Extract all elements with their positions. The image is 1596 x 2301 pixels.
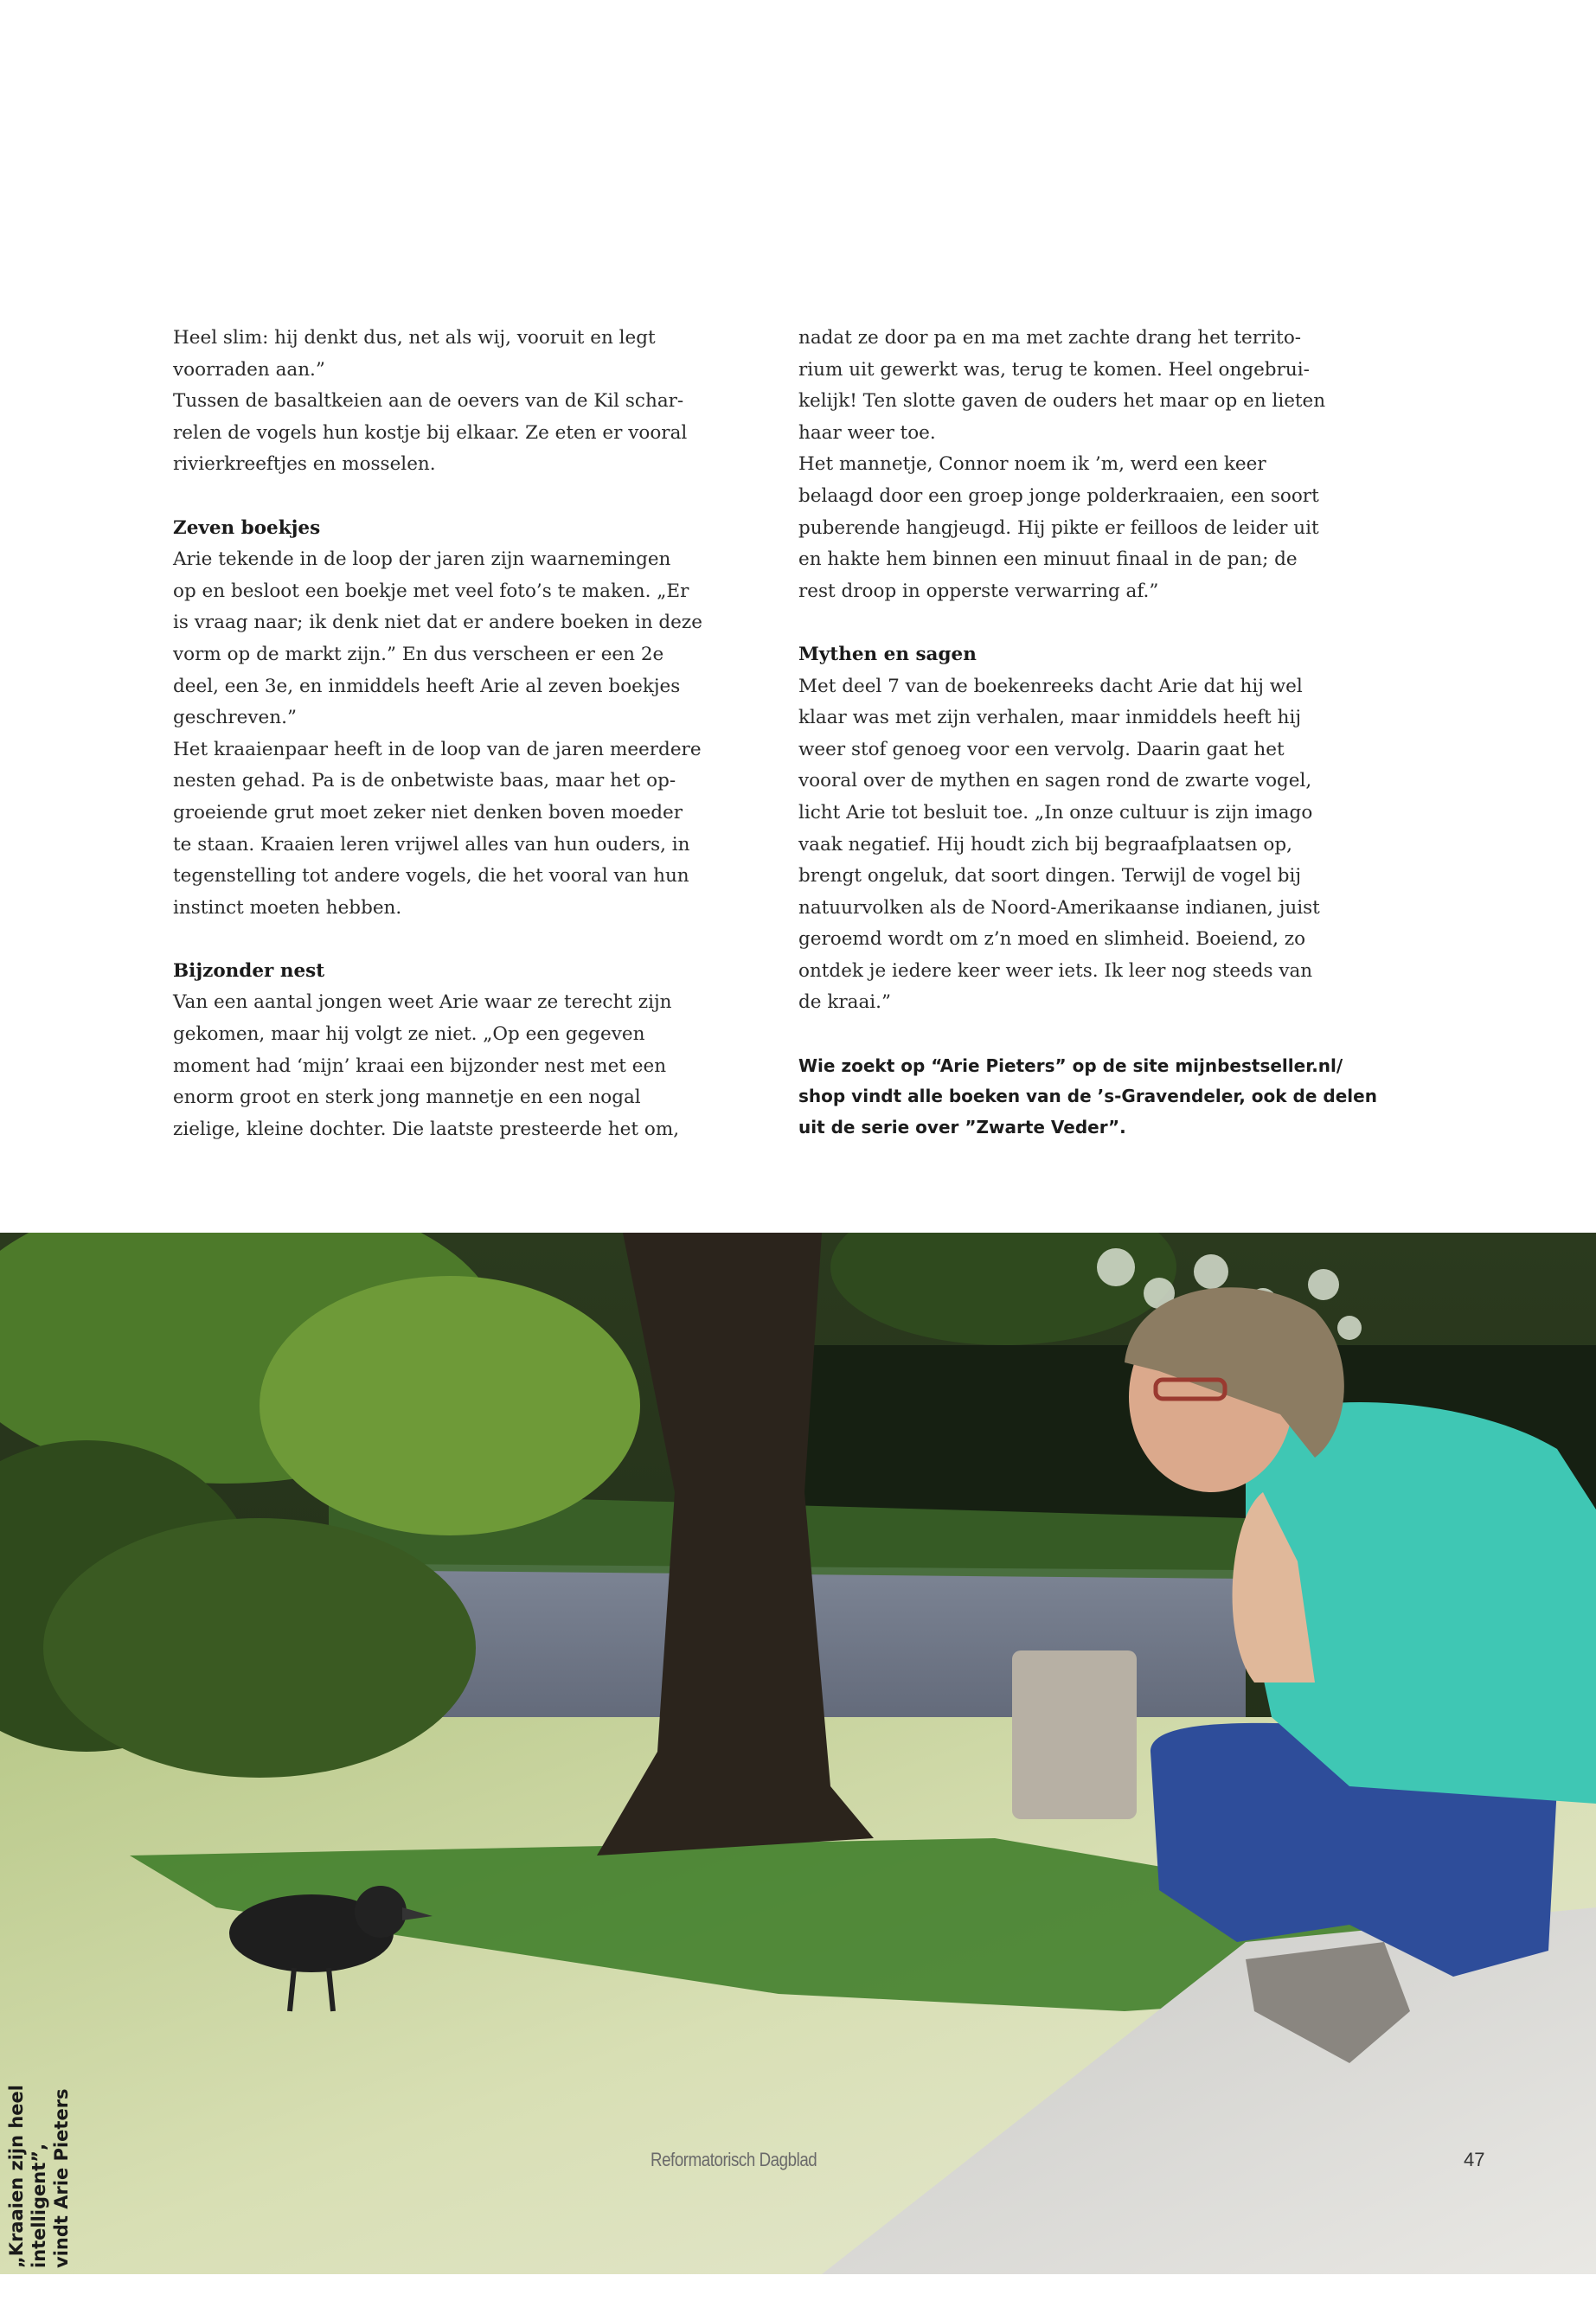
body-text-line: belaagd door een groep jonge polderkraaien, een soort <box>798 484 1319 507</box>
body-text-line: geschreven.” <box>173 707 297 729</box>
body-text-line: groeiende grut moet zeker niet denken boven moeder <box>173 801 683 824</box>
spacer <box>798 1019 1387 1051</box>
footer-publication: Reformatorisch Dagblad <box>651 2149 817 2170</box>
body-text-line: op en besloot een boekje met veel foto’s te maken. „Er <box>173 580 689 602</box>
body-text-line: haar weer toe. <box>798 421 936 444</box>
body-text-line: Het kraaienpaar heeft in de loop van de jaren meerdere <box>173 738 702 760</box>
body-text-line: natuurvolken als de Noord-Amerikaanse indianen, juist <box>798 896 1320 919</box>
body-text-line: zielige, kleine dochter. Die laatste presteerde het om, <box>173 1118 680 1140</box>
body-text-line: en hakte hem binnen een minuut finaal in de pan; de <box>798 548 1298 571</box>
body-text-line: ontdek je iedere keer weer iets. Ik leer nog steeds van <box>798 959 1313 982</box>
body-text-line: enorm groot en sterk jong mannetje en een nogal <box>173 1086 641 1109</box>
body-text-line: tegenstelling tot andere vogels, die het vooral van hun <box>173 865 689 888</box>
body-text-line: de kraai.” <box>798 991 891 1014</box>
spacer <box>798 607 1387 639</box>
article-column-right <box>798 323 1387 1143</box>
body-text-line: brengt ongeluk, dat soort dingen. Terwijl de vogel bij <box>798 865 1302 888</box>
caption-line: vindt Arie Pieters <box>51 2088 72 2268</box>
body-text-line: vaak negatief. Hij houdt zich bij begraafplaatsen op, <box>798 833 1292 856</box>
body-text-line: rest droop in opperste verwarring af.” <box>798 580 1159 602</box>
body-text-line: nadat ze door pa en ma met zachte drang het territo- <box>798 327 1302 349</box>
body-text-line: gekomen, maar hij volgt ze niet. „Op een gegeven <box>173 1023 645 1046</box>
photo-illustration <box>0 1233 1596 2274</box>
body-text-line: nesten gehad. Pa is de onbetwiste baas, maar het op- <box>173 770 676 792</box>
stone-post <box>1012 1650 1137 1819</box>
info-note-line: shop vindt alle boeken van de ’s-Gravendeler, ook de delen <box>798 1086 1377 1107</box>
photo-caption <box>5 1957 73 2268</box>
body-text-line: vorm op de markt zijn.” En dus verscheen er een 2e <box>173 643 664 665</box>
body-text-line: Met deel 7 van de boekenreeks dacht Arie dat hij wel <box>798 675 1303 697</box>
body-text-line: Arie tekende in de loop der jaren zijn waarnemingen <box>173 548 671 571</box>
body-text-line: moment had ‘mijn’ kraai een bijzonder nest met een <box>173 1054 667 1077</box>
body-text-line: Tussen de basaltkeien aan de oevers van de Kil schar- <box>173 390 684 413</box>
body-text-line: licht Arie tot besluit toe. „In onze cultuur is zijn imago <box>798 801 1313 824</box>
body-text-line: Het mannetje, Connor noem ik ’m, werd een keer <box>798 453 1266 476</box>
section-heading: Mythen en sagen <box>798 643 977 665</box>
body-text-line: deel, een 3e, en inmiddels heeft Arie al zeven boekjes <box>173 675 681 697</box>
page-number: 47 <box>1464 2149 1485 2170</box>
body-text-line: instinct moeten hebben. <box>173 896 402 919</box>
body-text-line: relen de vogels hun kostje bij elkaar. Ze eten er vooral <box>173 421 688 444</box>
body-text-line: puberende hangjeugd. Hij pikte er feilloos de leider uit <box>798 516 1319 539</box>
body-text-line: is vraag naar; ik denk niet dat er andere boeken in deze <box>173 612 702 634</box>
body-text-line: Van een aantal jongen weet Arie waar ze terecht zijn <box>173 991 672 1014</box>
section-heading: Zeven boekjes <box>173 516 321 539</box>
section-heading: Bijzonder nest <box>173 959 325 982</box>
info-note-line: Wie zoekt op “Arie Pieters” op de site mijnbestseller.nl/ <box>798 1054 1343 1076</box>
spacer <box>173 924 761 956</box>
body-text-line: rium uit gewerkt was, terug te komen. Heel ongebrui- <box>798 358 1310 381</box>
body-text-line: Heel slim: hij denkt dus, net als wij, vooruit en legt <box>173 327 656 349</box>
body-text-line: weer stof genoeg voor een vervolg. Daarin gaat het <box>798 738 1285 760</box>
body-text-line: klaar was met zijn verhalen, maar inmiddels heeft hij <box>798 707 1302 729</box>
body-text-line: te staan. Kraaien leren vrijwel alles van hun ouders, in <box>173 833 690 856</box>
body-text-line: geroemd wordt om z’n moed en slimheid. Boeiend, zo <box>798 928 1306 951</box>
spacer <box>173 481 761 513</box>
article-column-left <box>173 323 761 1145</box>
info-note-line: uit de serie over ”Zwarte Veder”. <box>798 1116 1126 1138</box>
caption-line: „Kraaien zijn heel intelligent”, <box>6 2085 49 2268</box>
body-text-line: rivierkreeftjes en mosselen. <box>173 453 436 476</box>
body-text-line: voorraden aan.” <box>173 358 325 381</box>
body-text-line: vooral over de mythen en sagen rond de zwarte vogel, <box>798 770 1312 792</box>
photo-man-with-crow <box>0 1233 1596 2274</box>
body-text-line: kelijk! Ten slotte gaven de ouders het maar op en lieten <box>798 390 1326 413</box>
